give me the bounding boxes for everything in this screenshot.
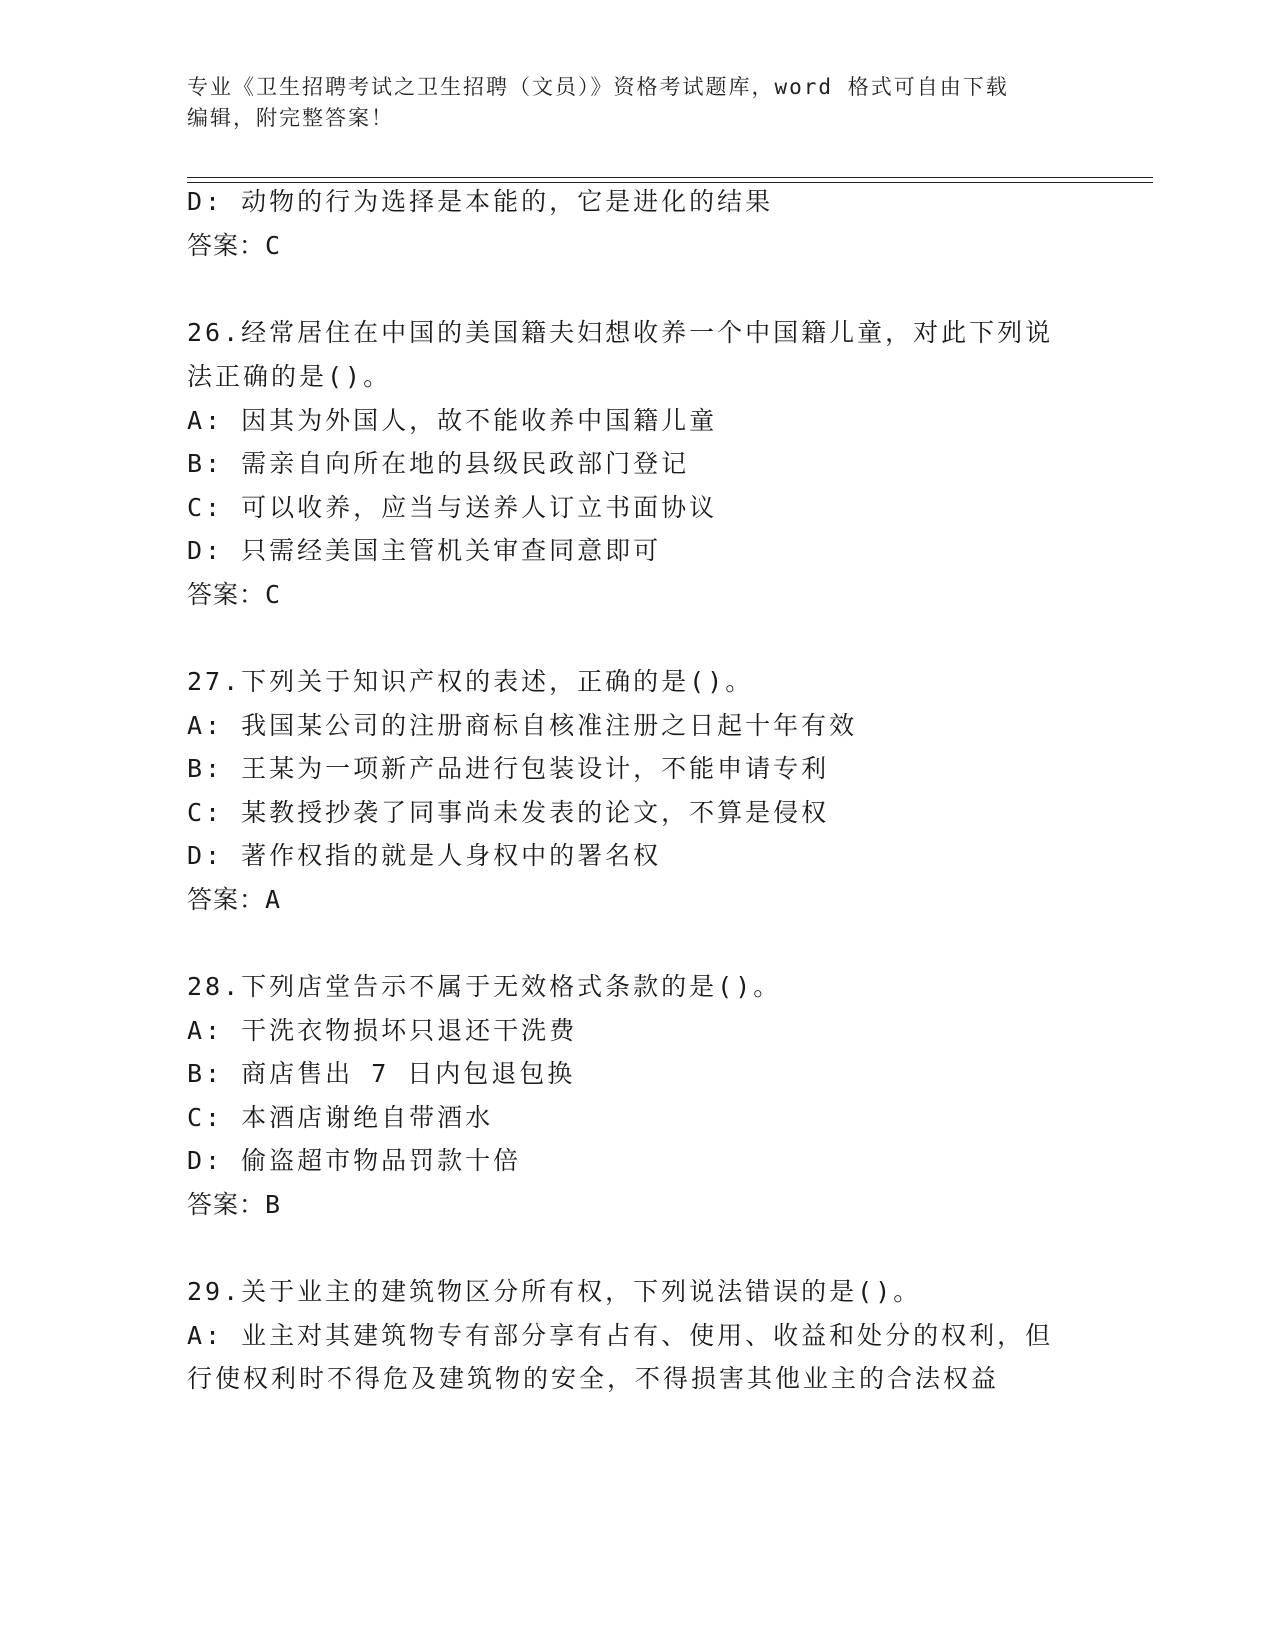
header-title-line-2: 编辑，附完整答案！ <box>187 106 394 130</box>
header-divider-bottom <box>187 182 1153 183</box>
question-26-option-b: B: 需亲自向所在地的县级民政部门登记 <box>187 449 690 478</box>
header-divider-top <box>187 177 1153 178</box>
question-28-stem: 28.下列店堂告示不属于无效格式条款的是()。 <box>187 972 782 1001</box>
question-26-option-c: C: 可以收养，应当与送养人订立书面协议 <box>187 493 718 522</box>
header-title-line-1: 专业《卫生招聘考试之卫生招聘（文员）》资格考试题库，word 格式可自由下载 <box>187 75 1009 99</box>
question-27-stem: 27.下列关于知识产权的表述，正确的是()。 <box>187 667 754 696</box>
question-27-option-d: D: 著作权指的就是人身权中的署名权 <box>187 841 662 870</box>
question-27-option-a: A: 我国某公司的注册商标自核准注册之日起十年有效 <box>187 711 858 740</box>
question-28-option-b: B: 商店售出 7 日内包退包换 <box>187 1059 576 1088</box>
document-header <box>187 72 1087 134</box>
option-d-prev: D: 动物的行为选择是本能的，它是进化的结果 <box>187 187 774 216</box>
question-27-answer: 答案：A <box>187 885 282 914</box>
question-28-option-c: C: 本酒店谢绝自带酒水 <box>187 1103 494 1132</box>
question-28-option-a: A: 干洗衣物损坏只退还干洗费 <box>187 1016 578 1045</box>
question-29-option-a-line-2: 行使权利时不得危及建筑物的安全，不得损害其他业主的合法权益 <box>187 1364 1000 1393</box>
answer-prev: 答案：C <box>187 231 282 260</box>
question-26-stem-line-2: 法正确的是()。 <box>187 362 392 391</box>
question-28-option-d: D: 偷盗超市物品罚款十倍 <box>187 1146 522 1175</box>
question-26-option-d: D: 只需经美国主管机关审查同意即可 <box>187 536 662 565</box>
question-26-stem-line-1: 26.经常居住在中国的美国籍夫妇想收养一个中国籍儿童，对此下列说 <box>187 318 1054 347</box>
question-29-option-a-line-1: A: 业主对其建筑物专有部分享有占有、使用、收益和处分的权利，但 <box>187 1321 1054 1350</box>
question-26-option-a: A: 因其为外国人，故不能收养中国籍儿童 <box>187 406 718 435</box>
question-27-option-c: C: 某教授抄袭了同事尚未发表的论文，不算是侵权 <box>187 798 830 827</box>
question-29-stem: 29.关于业主的建筑物区分所有权，下列说法错误的是()。 <box>187 1277 922 1306</box>
question-28-answer: 答案：B <box>187 1190 282 1219</box>
question-27-option-b: B: 王某为一项新产品进行包装设计，不能申请专利 <box>187 754 830 783</box>
question-26-answer: 答案：C <box>187 580 282 609</box>
